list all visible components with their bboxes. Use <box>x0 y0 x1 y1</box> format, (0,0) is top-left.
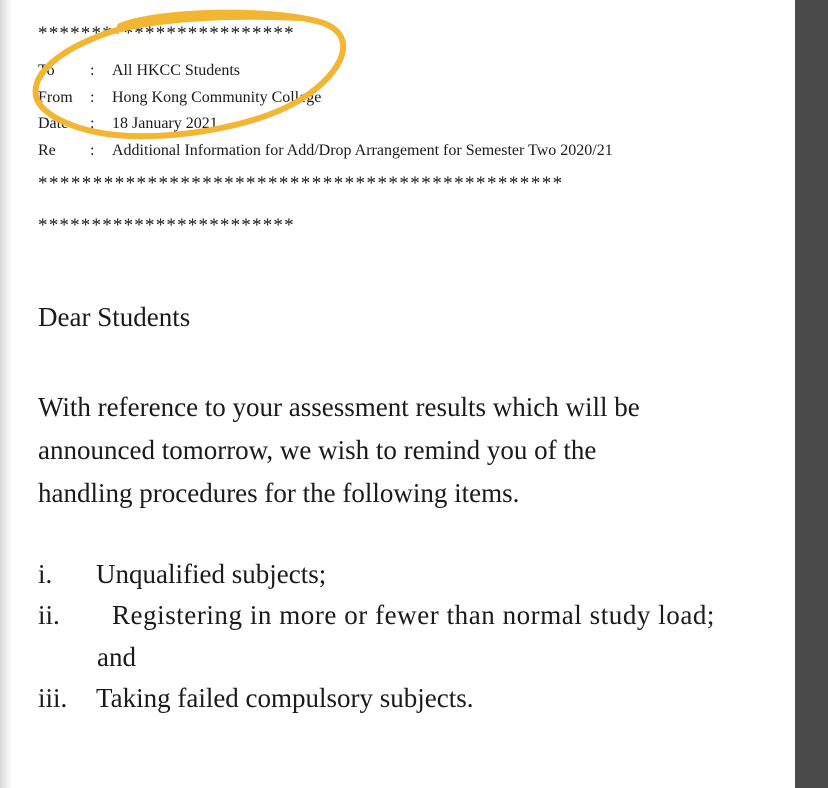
header-value: Hong Kong Community College <box>112 89 322 106</box>
paragraph-line: announced tomorrow, we wish to remind you of the <box>38 435 597 465</box>
intro-paragraph <box>38 386 778 515</box>
header-label: To <box>38 62 55 79</box>
header-sep: : <box>90 142 95 159</box>
paragraph-line: With reference to your assessment results which will be <box>38 392 640 422</box>
header-label: Date <box>38 115 69 132</box>
list-item-continuation: and <box>97 642 136 672</box>
paragraph-line: handling procedures for the following items. <box>38 478 520 508</box>
list-text: Unqualified subjects; <box>96 559 327 589</box>
header-value: All HKCC Students <box>112 62 241 79</box>
header-value: Additional Information for Add/Drop Arrangement for Semester Two 2020/21 <box>112 142 613 159</box>
header-value: 18 January 2021 <box>112 115 218 132</box>
greeting: Dear Students <box>38 302 191 332</box>
list-text: Registering in more or fewer than normal study load; <box>112 600 715 630</box>
divider-star-line-short: ************************ <box>38 215 295 236</box>
list-number: ii. <box>38 600 60 630</box>
list-number: i. <box>38 559 53 589</box>
header-label: Re <box>38 142 56 159</box>
page-edge-shadow <box>0 0 12 788</box>
top-star-line: ************************ <box>38 23 295 44</box>
header-label: From <box>38 89 73 106</box>
header-sep: : <box>90 89 95 106</box>
list-text: Taking failed compulsory subjects. <box>96 683 474 713</box>
list-number: iii. <box>38 683 68 713</box>
header-sep: : <box>90 62 95 79</box>
divider-star-line: ************************************************ <box>38 173 564 194</box>
header-sep: : <box>90 115 95 132</box>
